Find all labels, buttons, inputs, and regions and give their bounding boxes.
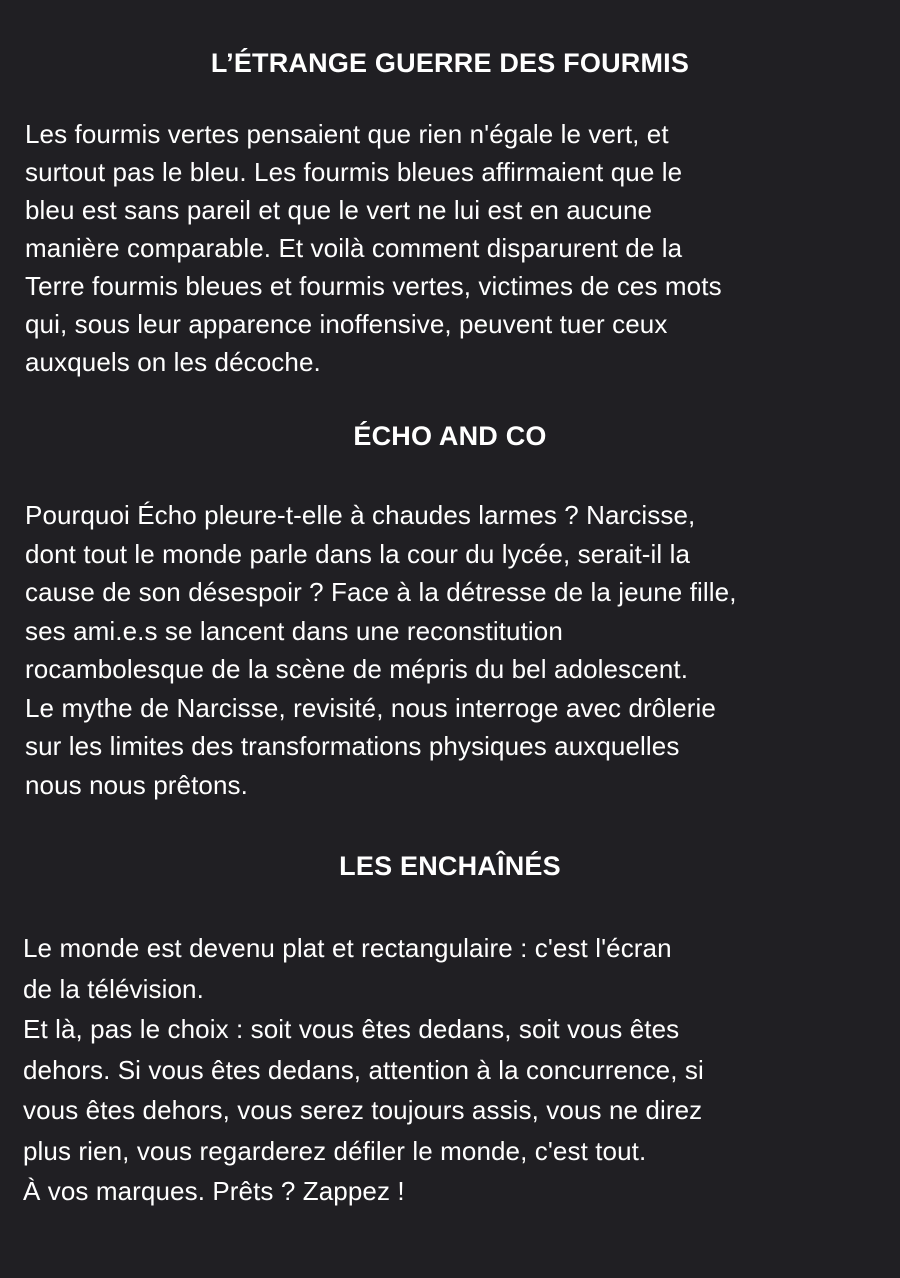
section-title-enchaines: LES ENCHAÎNÉS (339, 851, 561, 881)
section-text-fourmis: Les fourmis vertes pensaient que rien n'égale le vert, et surtout pas le bleu. Les fourmis bleues affirmaient que le bleu est sans pareil et que le vert ne lui est en aucune manière comparable. Et voilà comment disparurent de la Terre fourmis bleues et fourmis vertes, victimes de ces mots qui, sous leur apparence inoffensive, peuvent tuer ceux auxquels on les décoche. (25, 119, 722, 377)
section-text-enchaines: Le monde est devenu plat et rectangulaire : c'est l'écran de la télévision. Et là, pas le choix : soit vous êtes dedans, soit vous êtes dehors. Si vous êtes dedans, attention à la concurrence, si vous êtes dehors, vous serez toujours assis, vous ne direz plus rien, vous regarderez défiler le monde, c'est tout. À vos marques. Prêts ? Zappez ! (23, 933, 704, 1206)
section-title-fourmis: L’ÉTRANGE GUERRE DES FOURMIS (210, 48, 690, 78)
section-text-echo: Pourquoi Écho pleure-t-elle à chaudes larmes ? Narcisse, dont tout le monde parle dans la cour du lycée, serait-il la cause de son désespoir ? Face à la détresse de la jeune fille, ses ami.e.s se lancent dans une reconstitution rocambolesque de la scène de mépris du bel adolescent. Le mythe de Narcisse, revisité, nous interroge avec drôlerie sur les limites des transformations physiques auxquelles nous nous prêtons. (25, 500, 737, 800)
section-title-echo: ÉCHO AND CO (353, 421, 547, 451)
